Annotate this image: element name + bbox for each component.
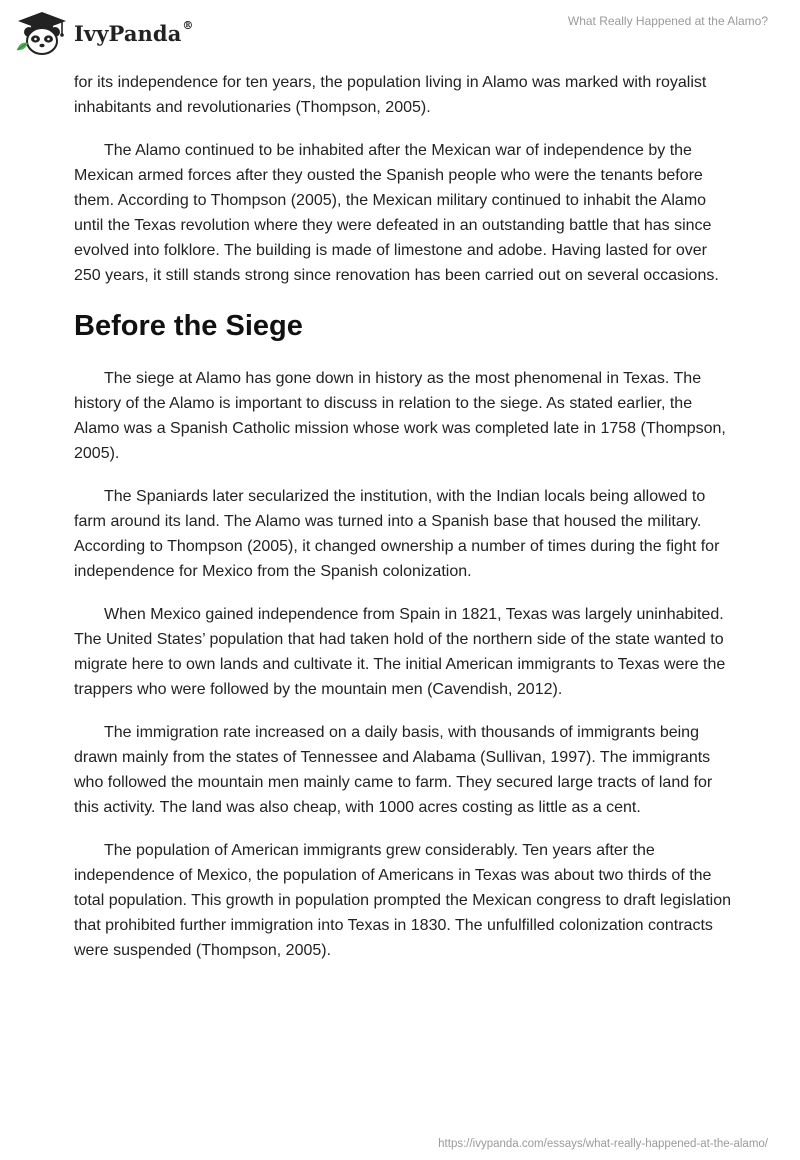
document-title: What Really Happened at the Alamo?	[567, 14, 768, 28]
panda-logo-icon	[14, 10, 70, 56]
paragraph: When Mexico gained independence from Spain in 1821, Texas was largely uninhabited. The United States’ population that had taken hold of the northern side of the state wanted to migrate here to own lands and cultivate it. The initial American immigrants to Texas were the trappers who were followed by the mountain men (Cavendish, 2012).	[74, 606, 726, 698]
brand-name	[74, 18, 194, 46]
section-heading: Before the Siege	[74, 310, 303, 342]
paragraph: for its independence for ten years, the population living in Alamo was marked with royalist inhabitants and revolutionaries (Thompson, 2005).	[74, 74, 707, 116]
paragraph: The Alamo continued to be inhabited after the Mexican war of independence by the Mexican armed forces after they ousted the Spanish people who were the tenants before them. According to Thompson (2005), the Mexican military continued to inhabit the Alamo until the Texas revolution where they were defeated in an outstanding battle that has since evolved into folklore. The building is made of limestone and adobe. Having lasted for over 250 years, it still stands strong since renovation has been carried out on several occasions.	[74, 142, 719, 284]
article-body	[74, 70, 734, 981]
paragraph: The siege at Alamo has gone down in history as the most phenomenal in Texas. The history of the Alamo is important to discuss in relation to the siege. As stated earlier, the Alamo was a Spanish Catholic mission whose work was completed late in 1758 (Thompson, 2005).	[74, 370, 726, 462]
paragraph: The population of American immigrants grew considerably. Ten years after the independence of Mexico, the population of Americans in Texas was about two thirds of the total population. This growth in population prompted the Mexican congress to draft legislation that prohibited further immigration into Texas in 1830. The unfulfilled colonization contracts were suspended (Thompson, 2005).	[74, 842, 731, 959]
page-header	[0, 0, 800, 62]
ivypanda-logo[interactable]	[14, 10, 194, 56]
paragraph: The Spaniards later secularized the institution, with the Indian locals being allowed to farm around its land. The Alamo was turned into a Spanish base that housed the military. According to Thompson (2005), it changed ownership a number of times during the fight for independence for Mexico from the Spanish colonization.	[74, 488, 720, 580]
paragraph: The immigration rate increased on a daily basis, with thousands of immigrants being drawn mainly from the states of Tennessee and Alabama (Sullivan, 1997). The immigrants who followed the mountain men mainly came to farm. They secured large tracts of land for this activity. The land was also cheap, with 1000 acres costing as little as a cent.	[74, 724, 713, 816]
brand-text: IvyPanda	[74, 20, 182, 46]
registered-mark: ®	[182, 18, 194, 32]
source-url[interactable]: https://ivypanda.com/essays/what-really-happened-at-the-alamo/	[438, 1138, 768, 1150]
